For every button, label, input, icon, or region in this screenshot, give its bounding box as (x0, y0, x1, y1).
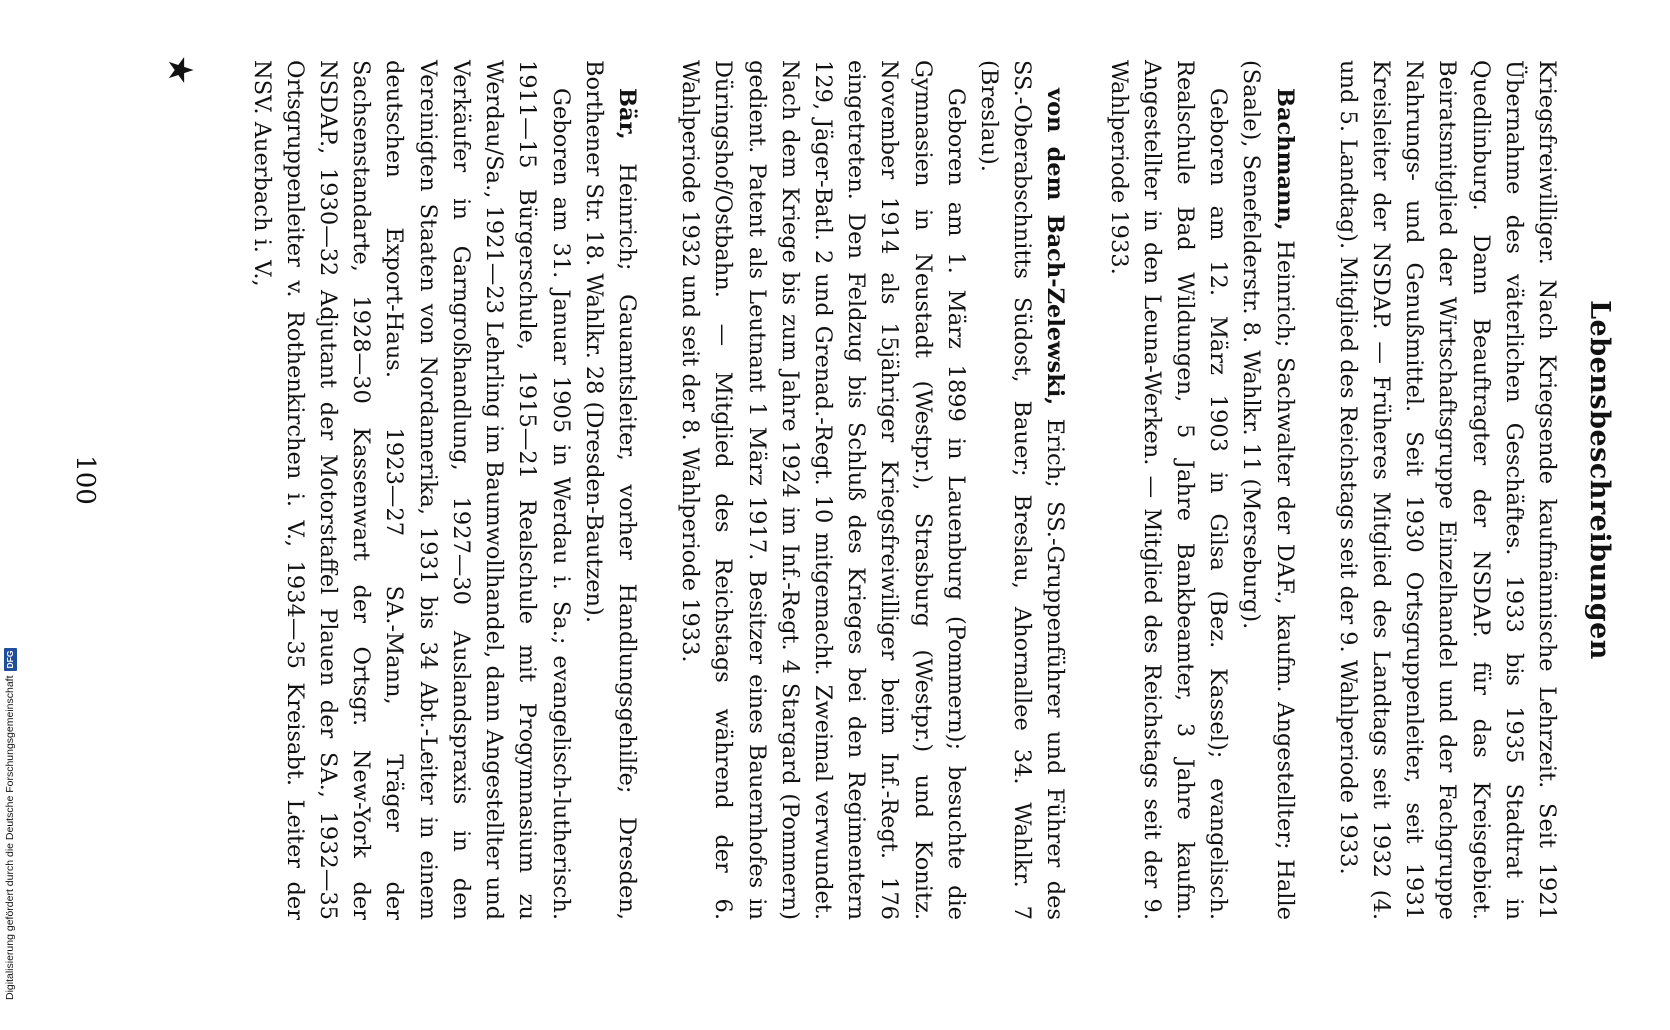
entry-baer-heading (577, 60, 643, 920)
digitization-credit (2, 605, 18, 1000)
rotated-page (35, 40, 1635, 1030)
entry-baer-name: Bär, (613, 88, 640, 140)
entry-bach-zelewski-title: Erich; SS.-Gruppenführer und Führer des SS.-Oberabschnitts Südost, Bauer; Breslau, Ahornallee 34. Wahlkr. 7 (Breslau). (975, 60, 1069, 920)
entry-bachmann-title: Heinrich; Sachwalter der DAF., kaufm. Angestellter; Halle (Saale), Senefelderstr. 8. Wahlkr. 11 (Merseburg). (1238, 60, 1298, 920)
entry-bach-zelewski-name: von dem Bach-Zelewski, (1042, 88, 1069, 406)
running-header: Lebensbeschreibungen (1584, 300, 1615, 660)
entry-baer-title: Heinrich; Gauamtsleiter, vorher Handlungsgehilfe; Dresden, Borthener Str. 18. Wahlkr. 28 (Dresden-Bautzen). (580, 60, 640, 920)
entry-bachmann-bio (1101, 60, 1234, 920)
entry-bach-zelewski-bio (673, 60, 972, 920)
entry-bachmann-bio-text: Geboren am 12. März 1903 in Gilsa (Bez. Kassel); evangelisch. Realschule Bad Wildungen, 5 Jahre Bankbeamter, 3 Jahre kaufm. Angestellter in den Leuna-Werken. — Mitglied des Reichstags seit der 9. Wahlperiode 1933. (1105, 60, 1232, 920)
star-icon: ★ (160, 54, 200, 86)
paragraph-1 (1331, 60, 1563, 920)
entry-baer-bio-text: Geboren am 31. Januar 1905 in Werdau i. Sa.; evangelisch-lutherisch. 1911—15 Bürgerschule, 1915—21 Realschule mit Progymnasium zu Werdau/Sa., 1921—23 Lehrling im Baumwollhandel, dann Angestellter und Verkäufer in Garngroßhandlung, 1927—30 Auslandspraxis in den Vereinigten Staaten von Nordamerika, 1931 bis 34 Abt.-Leiter in einem deutschen Export-Haus. 1923—27 SA.-Mann, Träger der Sachsenstandarte, 1928—30 Kassenwart der Ortsgr. New-York der NSDAP., 1930—32 Adjutant der Motorstaffel Plauen der SA., 1932—35 Ortsgruppenleiter v. Rothenkirchen i. V., 1934—35 Kreisabt. Leiter der NSV. Auerbach i. V., (248, 60, 574, 920)
biography-text (244, 60, 1563, 920)
entry-bachmann-name: Bachmann, (1271, 88, 1298, 231)
dfg-logo-icon: DFG (4, 648, 17, 672)
entry-bachmann-heading (1234, 60, 1300, 920)
credit-text: Digitalisierung gefördert durch die Deutsche Forschungsgemeinschaft (4, 675, 16, 1000)
entry-bach-zelewski-bio-text: Geboren am 1. März 1899 in Lauenburg (Pommern); besuchte die Gymnasien in Neustadt (Westpr.), Strasburg (Westpr.) und Konitz. November 1914 als 15jähriger Kriegsfreiwilliger beim Inf.-Regt. 176 eingetreten. Den Feldzug bis Schluß des Krieges bei den Regimentern 129, Jäger-Batl. 2 und Grenad.-Regt. 10 mitgemacht. Zweimal verwundet. Nach dem Kriege bis zum Jahre 1924 im Inf.-Regt. 4 Stargard (Pommern) gedient. Patent als Leutnant 1 März 1917. Besitzer eines Bauernhofes in Düringshof/Ostbahn. — Mitglied des Reichstags während der 6. Wahlperiode 1932 und seit der 8. Wahlperiode 1933. (677, 60, 969, 920)
entry-bach-zelewski-heading (972, 60, 1072, 920)
page-number: 100 (70, 455, 100, 505)
paragraph-1-text: Kriegsfreiwilliger. Nach Kriegsende kaufmännische Lehrzeit. Seit 1921 Übernahme des väterlichen Geschäftes. 1933 bis 1935 Stadtrat in Quedlinburg. Dann Beauftragter der NSDAP. für das Kreisgebiet. Beiratsmitglied der Wirtschaftsgruppe Einzelhandel und der Fachgruppe Nahrungs- und Genußmittel. Seit 1930 Ortsgruppenleiter, seit 1931 Kreisleiter der NSDAP. — Früheres Mitglied des Landtags seit 1932 (4. und 5. Landtag). Mitglied des Reichstags seit der 9. Wahlperiode 1933. (1334, 60, 1560, 920)
entry-baer-bio (244, 60, 576, 920)
